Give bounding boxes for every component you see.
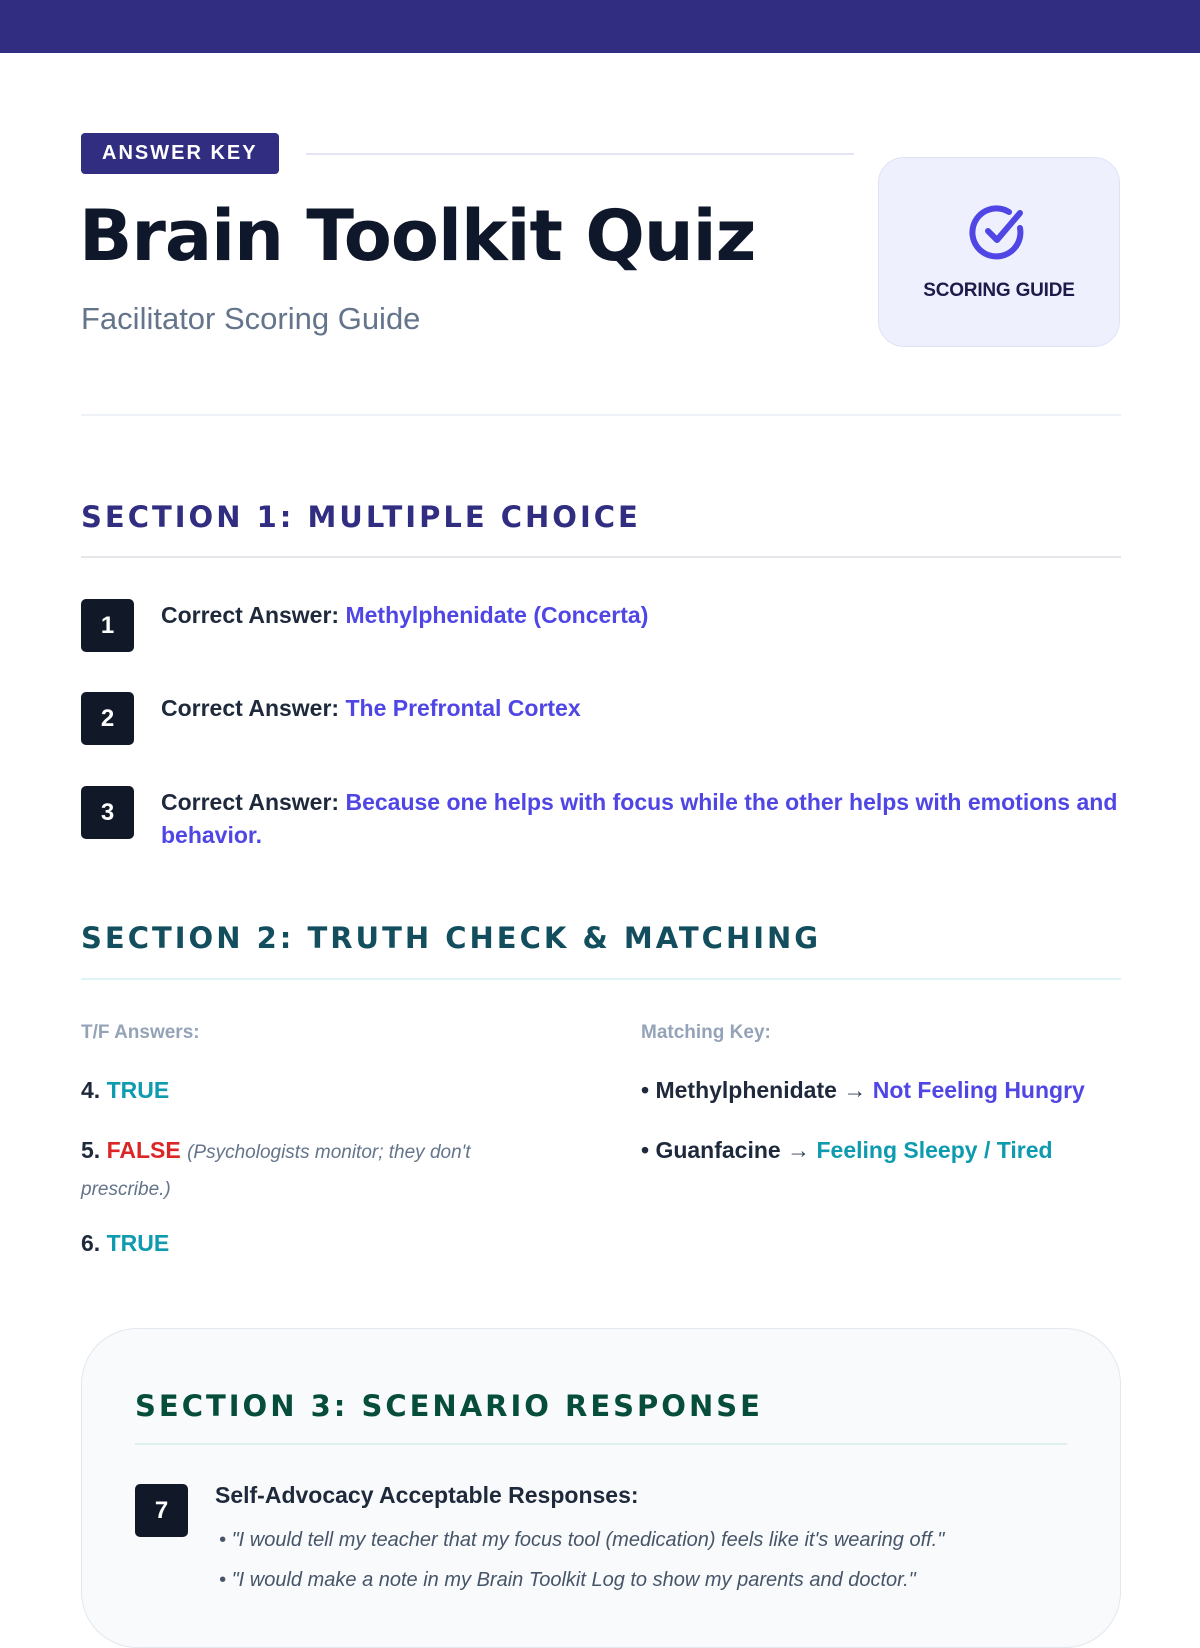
tf-value: TRUE [106,1077,170,1103]
tf-note: (Psychologists monitor; they don't prescribe.) [81,1142,471,1200]
question-1-answer [161,599,1121,632]
response-text: "I would make a note in my Brain Toolkit Log to show my parents and doctor." [231,1569,916,1591]
question-3-answer [161,786,1121,852]
section-3-divider [135,1443,1067,1445]
bullet: • [641,1077,650,1103]
section-1-title: SECTION 1: MULTIPLE CHOICE [81,500,641,534]
question-number-7: 7 [135,1484,188,1537]
response-text: "I would tell my teacher that my focus tool (medication) feels like it's wearing off." [231,1529,945,1551]
section-3-title: SECTION 3: SCENARIO RESPONSE [135,1389,763,1423]
question-number-3: 3 [81,786,134,839]
match-row-2 [641,1133,1131,1167]
section-1-divider [81,556,1121,558]
scoring-guide-label: SCORING GUIDE [923,280,1075,301]
correct-answer-label: Correct Answer: [161,695,340,721]
item-number: 6. [81,1230,101,1256]
page-title: Brain Toolkit Quiz [79,195,756,277]
match-answer: Not Feeling Hungry [872,1077,1085,1103]
question-number-1: 1 [81,599,134,652]
tf-answer-5 [81,1133,551,1207]
response-item [219,1529,944,1552]
page-subtitle: Facilitator Scoring Guide [81,301,421,336]
match-answer: Feeling Sleepy / Tired [816,1137,1053,1163]
tf-value: TRUE [106,1230,170,1256]
answer-value: The Prefrontal Cortex [345,695,581,721]
arrow-icon: → [843,1077,867,1103]
answer-value: Because one helps with focus while the other helps with emotions and behavior. [161,789,1118,848]
matching-key-label: Matching Key: [641,1022,771,1043]
correct-answer-label: Correct Answer: [161,789,340,815]
question-number-2: 2 [81,692,134,745]
scoring-guide-card [878,157,1120,347]
section-3-heading: Self-Advocacy Acceptable Responses: [215,1482,639,1508]
bullet: • [219,1529,227,1551]
badge-divider [306,153,854,155]
header-divider [81,414,1121,416]
tf-answers-label: T/F Answers: [81,1022,200,1043]
correct-answer-label: Correct Answer: [161,602,340,628]
match-term: Methylphenidate [655,1077,837,1103]
top-banner [0,0,1200,53]
answer-value: Methylphenidate (Concerta) [345,602,649,628]
match-term: Guanfacine [655,1137,781,1163]
check-circle-icon [968,201,1030,263]
arrow-icon: → [787,1137,811,1163]
item-number: 5. [81,1137,101,1163]
tf-answer-6 [81,1226,551,1260]
match-row-1 [641,1073,1131,1107]
answer-key-badge: ANSWER KEY [81,133,279,174]
tf-answer-4 [81,1073,551,1107]
bullet: • [641,1137,650,1163]
response-item [219,1569,916,1592]
tf-value: FALSE [106,1137,181,1163]
question-2-answer [161,692,1121,725]
section-2-title: SECTION 2: TRUTH CHECK & MATCHING [81,921,822,955]
item-number: 4. [81,1077,101,1103]
section-2-divider [81,978,1121,980]
bullet: • [219,1569,227,1591]
